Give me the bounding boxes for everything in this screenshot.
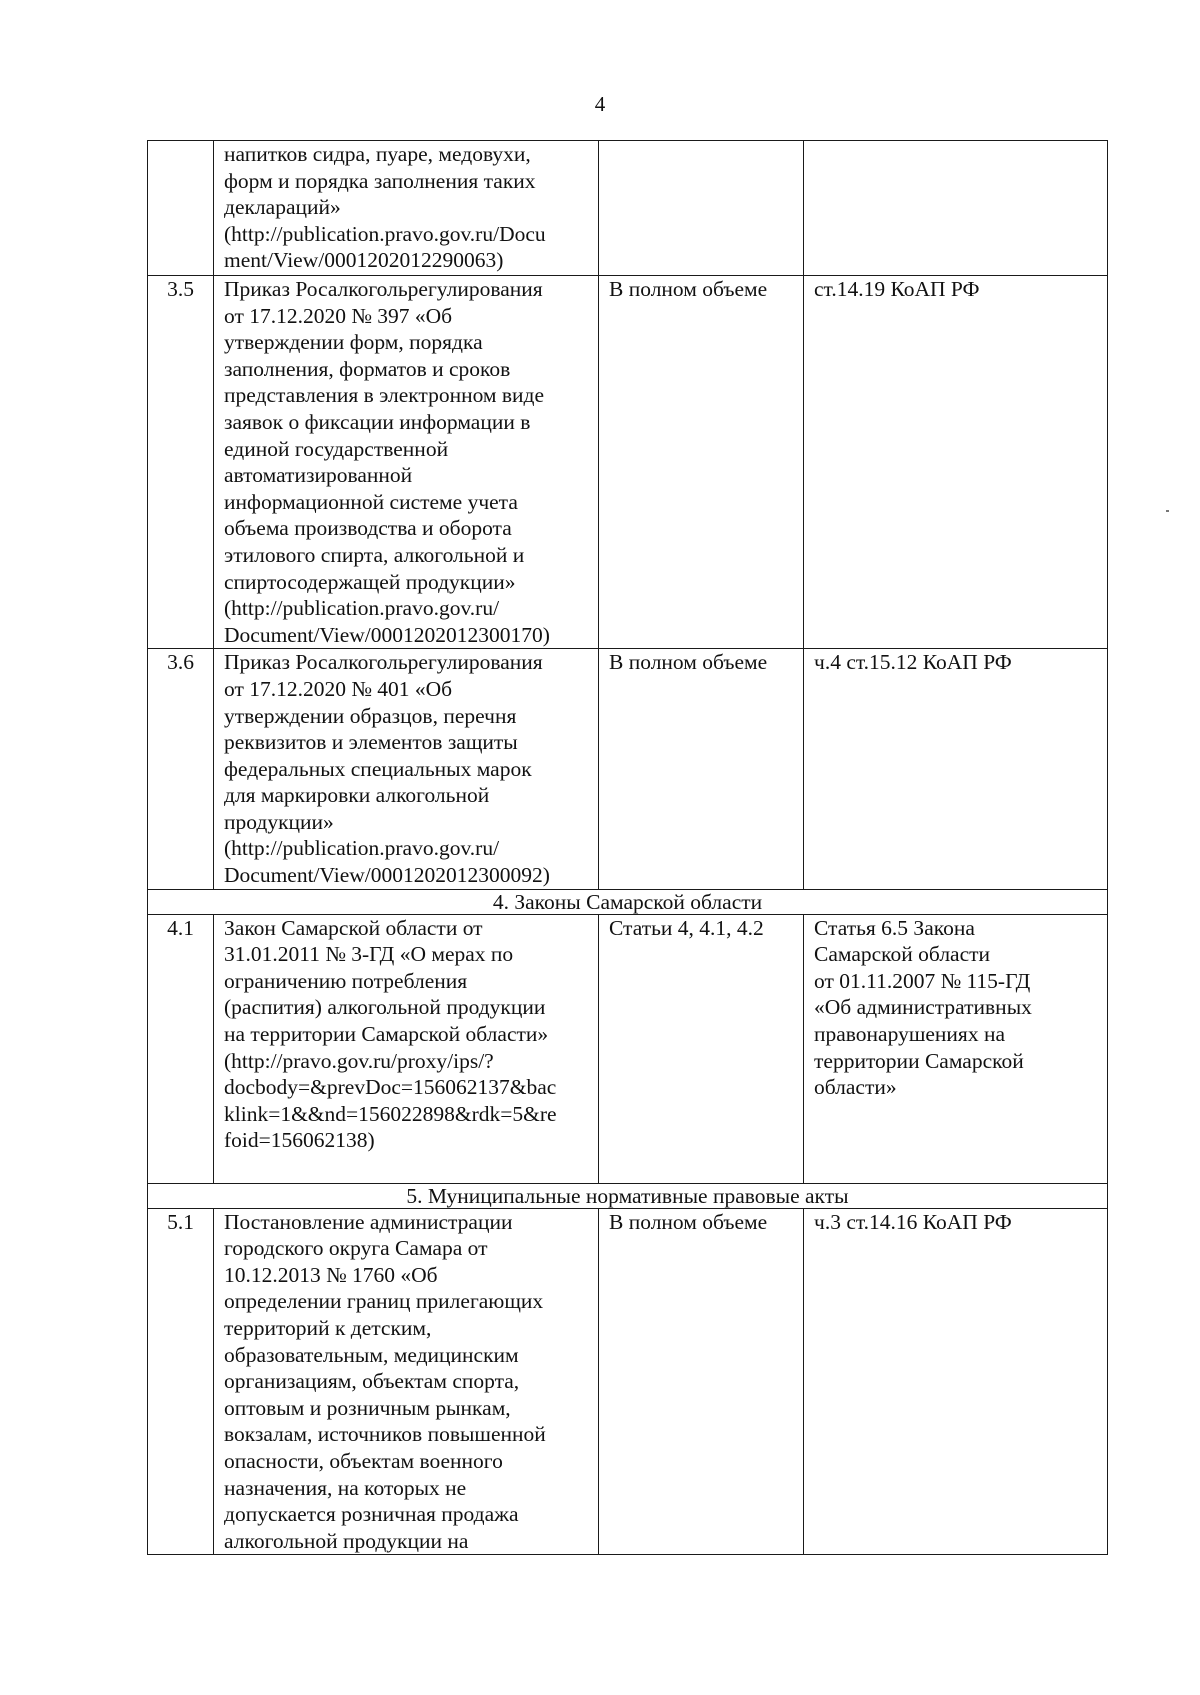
act-cell (214, 141, 599, 276)
act-text-line: заявок о фиксации информации в (224, 409, 531, 434)
row-number: 5.1 (148, 1208, 214, 1555)
scope-cell: Статьи 4, 4.1, 4.2 (599, 914, 804, 1183)
table-row (148, 141, 1108, 276)
act-text-line: Document/View/0001202012300170) (224, 622, 550, 647)
act-text-line: Приказ Росалкогольрегулирования (224, 650, 543, 675)
table-row (148, 914, 1108, 1183)
act-text-line: Постановление администрации (224, 1209, 513, 1234)
act-text-line: образовательным, медицинским (224, 1342, 519, 1367)
act-text-line: 31.01.2011 № 3-ГД «О мерах по (224, 942, 514, 967)
act-text-line: (http://publication.pravo.gov.ru/ (224, 836, 500, 861)
table-row (148, 1208, 1108, 1555)
liability-text-line: Статья 6.5 Закона (814, 915, 975, 940)
act-text-line: спиртосодержащей продукции» (224, 569, 516, 594)
liability-text-line: от 01.11.2007 № 115-ГД (814, 968, 1031, 993)
act-text-line: этилового спирта, алкогольной и (224, 542, 525, 567)
act-cell (214, 1208, 599, 1555)
liability-text-line: территории Самарской (814, 1048, 1024, 1073)
act-text-line: опасности, объектам военного (224, 1449, 503, 1473)
row-number (148, 141, 214, 276)
act-text-line: допускается розничная продажа (224, 1502, 519, 1527)
act-text-line: заполнения, форматов и сроков (224, 356, 511, 381)
act-text-line: автоматизированной (224, 463, 413, 488)
act-text-line: от 17.12.2020 № 401 «Об (224, 676, 453, 701)
act-text-line: ment/View/0001202012290063) (224, 248, 504, 273)
liability-cell (804, 649, 1108, 889)
row-number: 3.6 (148, 649, 214, 889)
act-text-line: алкогольной продукции на (224, 1528, 469, 1553)
liability-text-line: ст.14.19 КоАП РФ (814, 277, 980, 301)
act-text-line: foid=156062138) (224, 1128, 375, 1153)
act-text-line: деклараций» (224, 195, 341, 220)
act-text-line: docbody=&prevDoc=156062137&bac (224, 1075, 557, 1100)
act-text-line: городского округа Самара от (224, 1236, 488, 1261)
act-cell (214, 914, 599, 1183)
row-number: 4.1 (148, 914, 214, 1183)
liability-text-line: области» (814, 1075, 897, 1100)
act-text-line: напитков сидра, пуаре, медовухи, (224, 142, 531, 166)
scan-speck (1166, 510, 1169, 512)
act-text-line: klink=1&&nd=156022898&rdk=5&re (224, 1101, 557, 1126)
act-text-line: утверждении форм, порядка (224, 330, 483, 355)
act-text-line: территорий к детским, (224, 1316, 432, 1341)
act-text-line: форм и порядка заполнения таких (224, 168, 536, 193)
act-text-line: утверждении образцов, перечня (224, 703, 517, 728)
act-text-line: назначения, на которых не (224, 1475, 467, 1500)
act-text-line: Document/View/0001202012300092) (224, 863, 550, 888)
act-text-line: ограничению потребления (224, 968, 468, 993)
liability-cell (804, 141, 1108, 276)
table-row (148, 276, 1108, 649)
act-text-line: единой государственной (224, 436, 449, 461)
act-text-line: определении границ прилегающих (224, 1289, 544, 1314)
act-text-line: объема производства и оборота (224, 516, 512, 541)
liability-text-line: ч.3 ст.14.16 КоАП РФ (814, 1209, 1012, 1234)
act-text-line: (http://pravo.gov.ru/proxy/ips/? (224, 1048, 494, 1073)
act-text-line: оптовым и розничным рынкам, (224, 1395, 511, 1420)
scope-cell (599, 141, 804, 276)
liability-text-line: правонарушениях на (814, 1022, 1005, 1047)
scope-cell: В полном объеме (599, 1208, 804, 1555)
scope-cell: В полном объеме (599, 649, 804, 889)
act-text-line: (распития) алкогольной продукции (224, 995, 546, 1020)
act-cell (214, 649, 599, 889)
act-text-line: (http://publication.pravo.gov.ru/ (224, 596, 500, 621)
section-title: 5. Муниципальные нормативные правовые акты (148, 1183, 1108, 1208)
liability-cell (804, 1208, 1108, 1555)
act-text-line: организациям, объектам спорта, (224, 1369, 520, 1394)
legal-acts-table (147, 140, 1108, 1555)
page-number: 4 (594, 92, 606, 116)
liability-cell (804, 276, 1108, 649)
liability-cell (804, 914, 1108, 1183)
act-text-line: информационной системе учета (224, 489, 518, 514)
act-text-line: 10.12.2013 № 1760 «Об (224, 1262, 438, 1287)
act-text-line: представления в электронном виде (224, 383, 545, 408)
act-text-line: продукции» (224, 809, 334, 834)
act-cell (214, 276, 599, 649)
act-text-line: Приказ Росалкогольрегулирования (224, 277, 543, 301)
liability-text-line: Самарской области (814, 942, 991, 967)
liability-text-line: «Об административных (814, 995, 1032, 1020)
liability-text-line: ч.4 ст.15.12 КоАП РФ (814, 650, 1012, 675)
act-text-line: для маркировки алкогольной (224, 783, 490, 808)
act-text-line: Закон Самарской области от (224, 915, 483, 940)
scope-cell: В полном объеме (599, 276, 804, 649)
section-header-row (148, 889, 1108, 914)
act-text-line: федеральных специальных марок (224, 756, 532, 781)
act-text-line: реквизитов и элементов защиты (224, 730, 518, 755)
act-text-line: от 17.12.2020 № 397 «Об (224, 303, 453, 328)
section-header-row (148, 1183, 1108, 1208)
table-row (148, 649, 1108, 889)
section-title: 4. Законы Самарской области (148, 889, 1108, 914)
act-text-line: вокзалам, источников повышенной (224, 1422, 546, 1447)
row-number: 3.5 (148, 276, 214, 649)
act-text-line: (http://publication.pravo.gov.ru/Docu (224, 221, 546, 246)
act-text-line: на территории Самарской области» (224, 1022, 549, 1047)
